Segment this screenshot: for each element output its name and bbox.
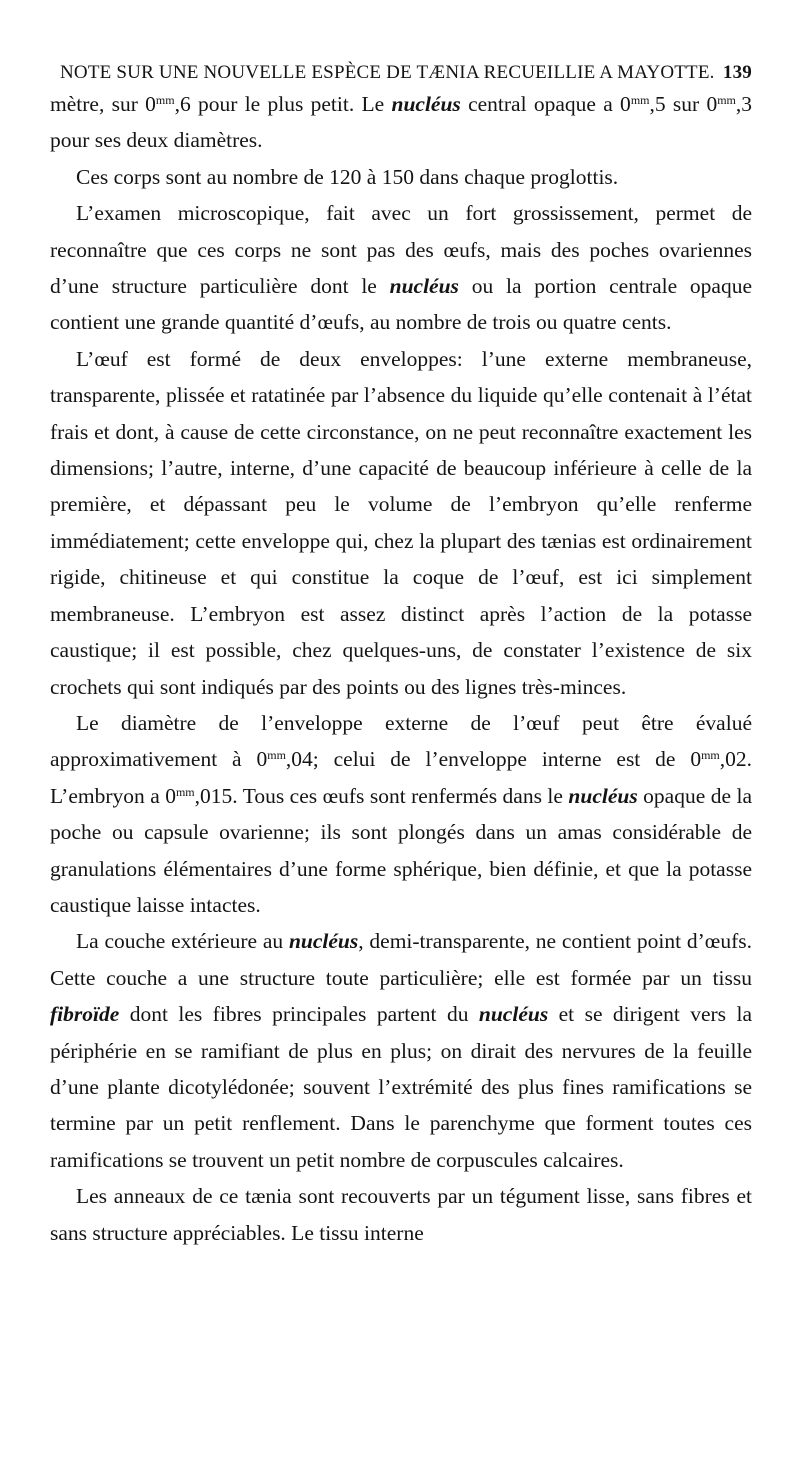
running-head [60,62,752,84]
paragraph-1 [50,86,752,159]
paragraph-4: L’œuf est formé de deux enveloppes: l’une externe membraneuse, transparente, plissée et ratatinée par l’absence du liquide qu’elle contenait à l’état frais et dont, à cause de cette circonstance, on ne peut reconnaître exactement les dimensions; l’autre, interne, d’une capacité de beaucoup inférieure à celle de la première, et dépassant peu le volume de l’embryon qu’elle renferme immédiatement; cette enveloppe qui, chez la plupart des tænias est ordinairement rigide, chitineuse et qui constitue la coque de l’œuf, est ici simplement membraneuse. L’embryon est assez distinct après l’action de la potasse caustique; il est possible, chez quelques-uns, de constater l’existence de six crochets qui sont indiqués par des points ou des lignes très-minces. [50,346,752,699]
paragraph-3 [50,195,752,341]
unit-mm: mm [155,93,175,107]
text-run: opaque de la poche ou capsule ovarienne; ils sont plongés dans un amas considérable de granulations élémentaires d’une forme sphérique, bien définie, et que la potasse caustique laisse intactes. [50,783,752,917]
text-run: ,6 pour le plus petit. Le [174,92,392,116]
page-number: 139 [722,62,752,83]
paragraph-6 [50,923,752,1178]
text-run: central opaque a 0 [460,92,631,116]
unit-mm: mm [175,784,195,799]
body-text [50,86,752,1251]
page [50,62,752,1251]
unit-mm: mm [267,748,286,763]
text-run: ,5 sur 0 [649,92,718,116]
italic-term: nucléus [389,274,459,299]
text-run: , demi-transparente, ne contient point d’œufs. Cette couche a une structure toute particulière; elle est formée par un tissu [50,929,752,990]
unit-mm: mm [717,93,736,107]
italic-term: nucléus [478,1002,549,1027]
text-run: et se dirigent vers la périphérie en se ramifiant de plus en plus; on dirait des nervures de la feuille d’une plante dicotylédonée; souvent l’extrémité des plus fines ramifications se termine par un petit renflement. Dans le parenchyme que forment toutes ces ramifications se trouvent un petit nombre de corpuscules calcaires. [50,1002,752,1172]
text-run: ,015. Tous ces œufs sont renfermés dans le [194,783,569,808]
unit-mm: mm [701,748,720,763]
italic-term: nucléus [568,783,638,808]
italic-term: nucléus [391,92,461,116]
unit-mm: mm [630,93,650,107]
running-title: NOTE SUR UNE NOUVELLE ESPÈCE DE TÆNIA RECUEILLIE A MAYOTTE. [60,62,715,83]
text-run: mètre, sur 0 [50,92,156,116]
paragraph-7: Les anneaux de ce tænia sont recouverts par un tégument lisse, sans fibres et sans structure appréciables. Le tissu interne [50,1184,752,1245]
text-run: Le diamètre de l’enveloppe externe de l’œuf peut être évalué approximativement à 0 [50,710,752,772]
italic-term: nucléus [288,929,359,954]
text-run: ,3 pour ses deux diamètres. [50,92,753,153]
paragraph-2: Ces corps sont au nombre de 120 à 150 dans chaque proglottis. [76,164,619,189]
text-run: ou la portion centrale opaque contient une grande quantité d’œufs, au nombre de trois ou quatre cents. [50,274,752,335]
text-run: ,02. L’embryon a 0 [50,747,753,808]
text-run: ,04; celui de l’enveloppe interne est de 0 [285,747,702,772]
text-run: L’examen microscopique, fait avec un fort grossissement, permet de reconnaître que ces corps ne sont pas des œufs, mais des poches ovariennes d’une structure particulière dont le [50,201,752,299]
italic-term: fibroïde [50,1002,120,1027]
text-run: dont les fibres principales partent du [119,1002,479,1027]
text-run: La couche extérieure au [76,929,289,954]
paragraph-5 [50,705,752,923]
